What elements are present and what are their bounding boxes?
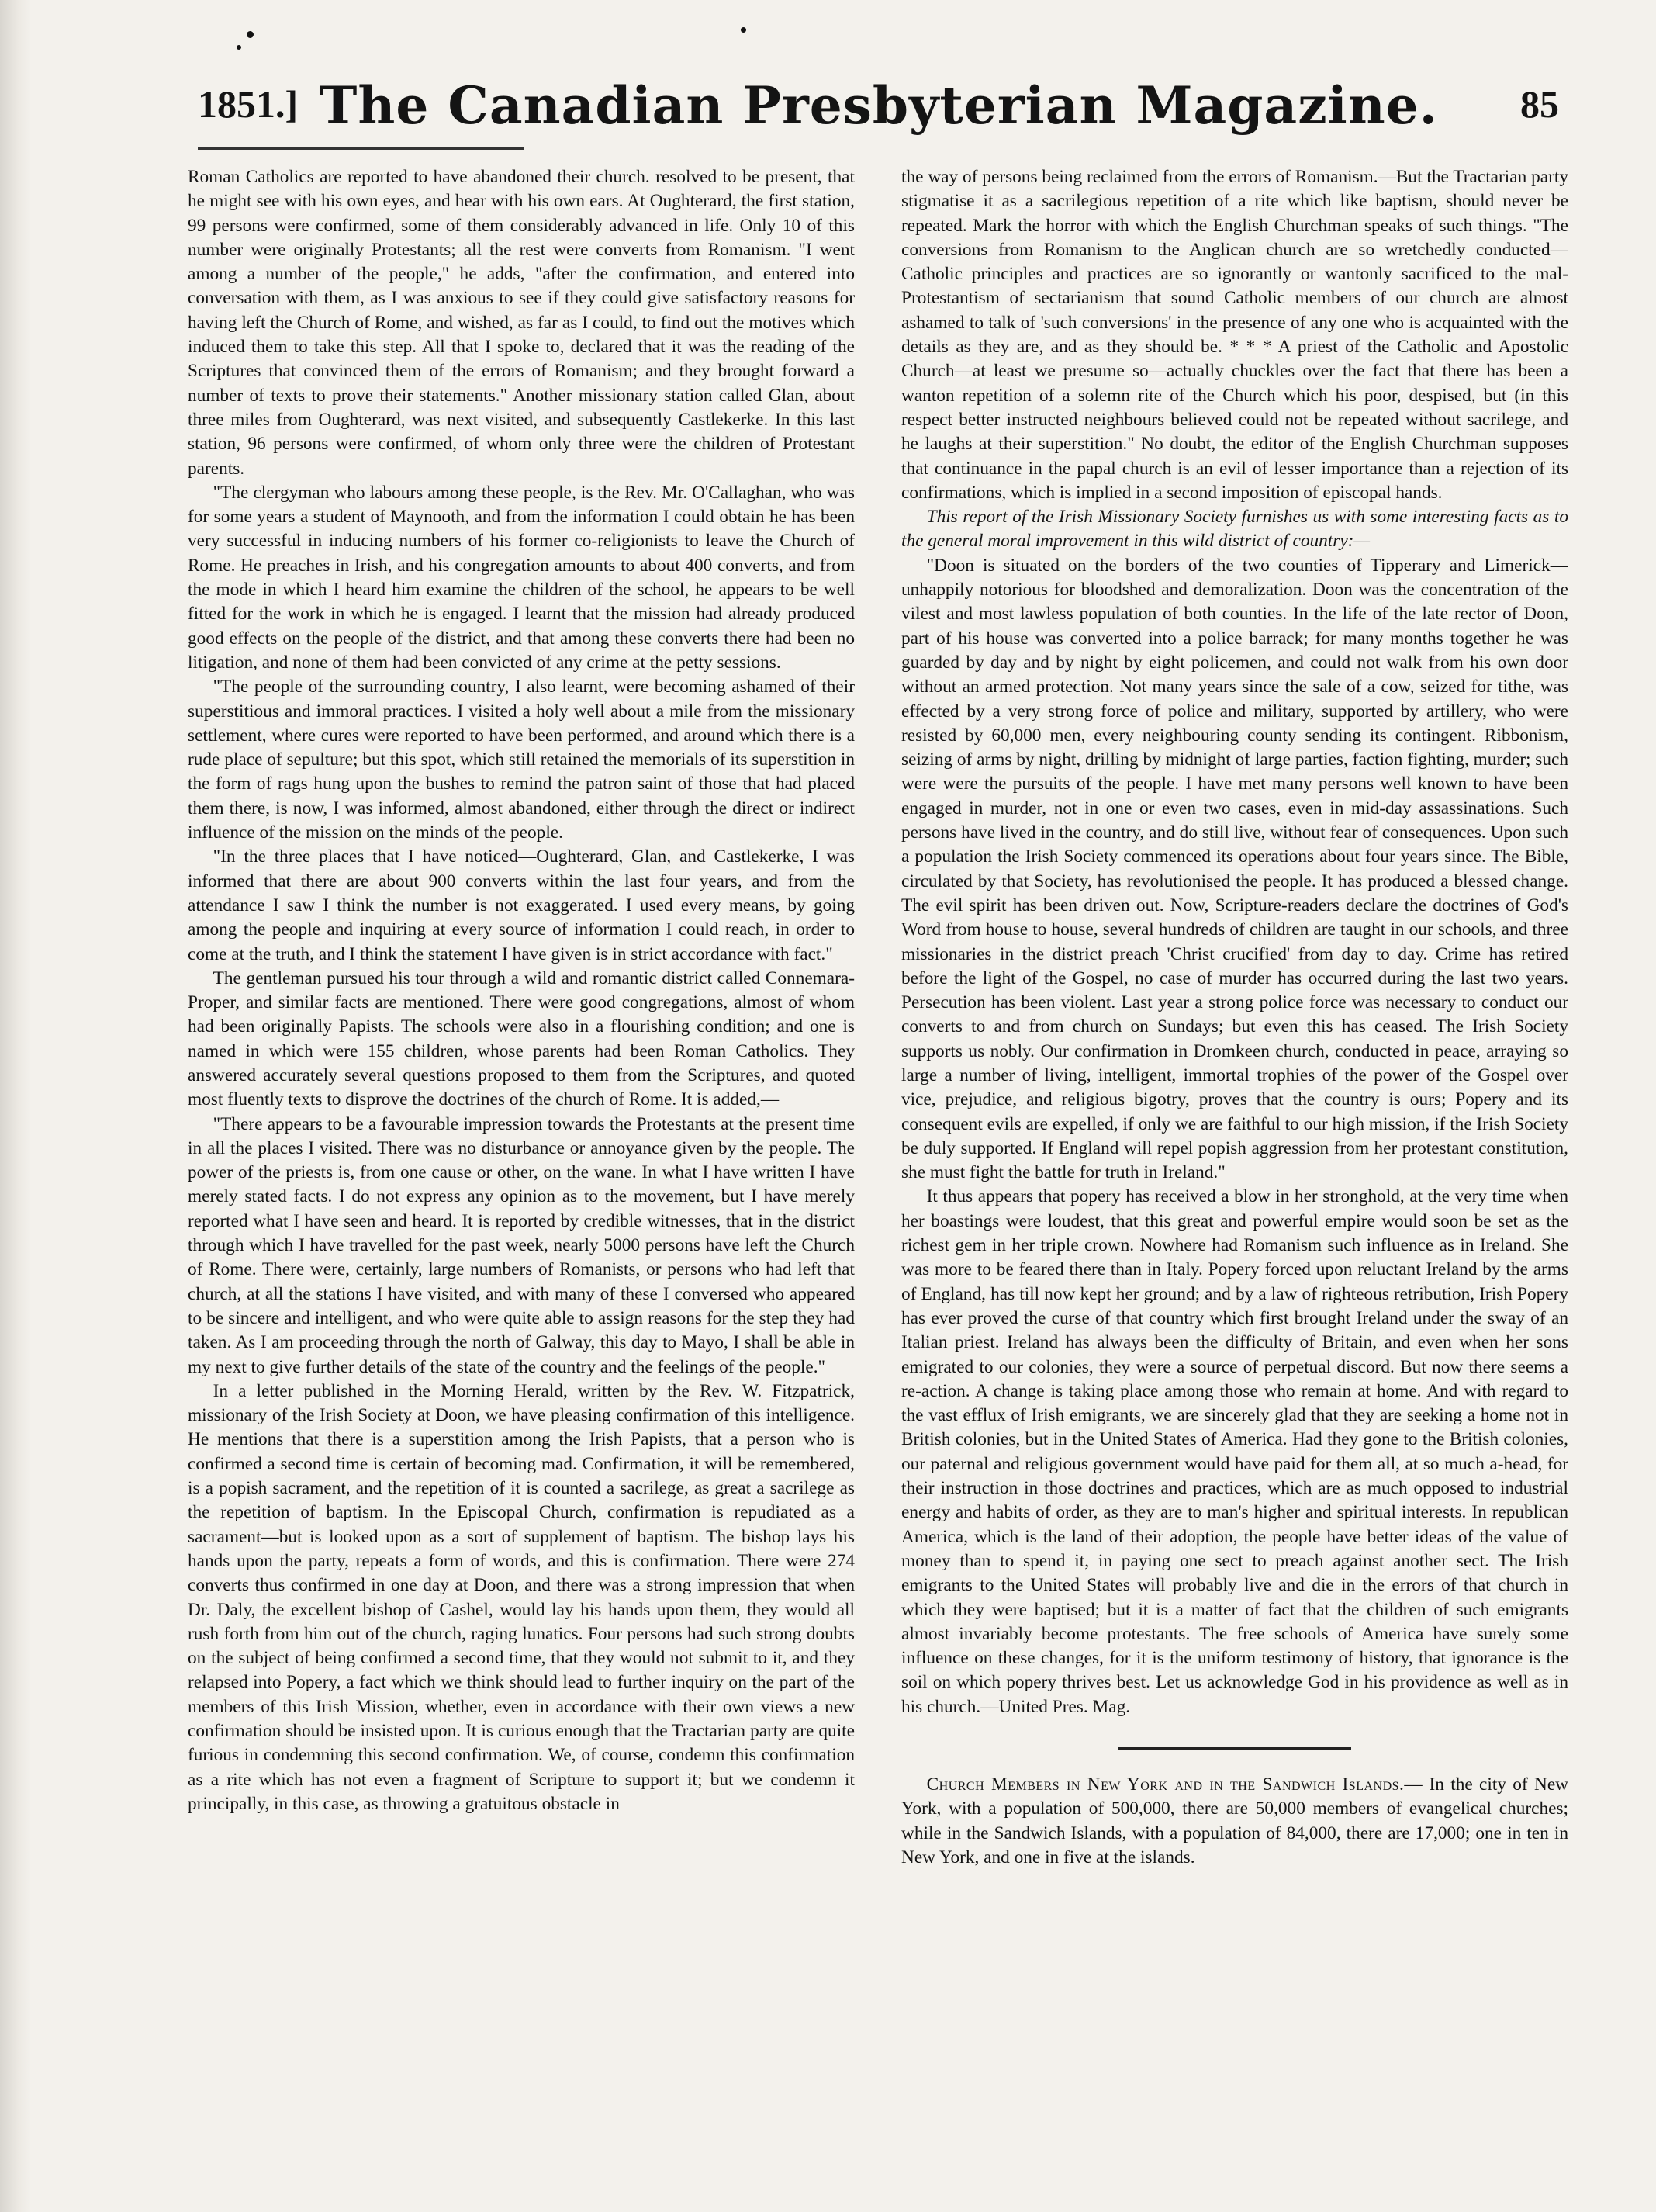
note-heading: Church Members in New York and in the Sandwich Islands.— — [926, 1774, 1423, 1795]
paragraph: "There appears to be a favourable impression towards the Protestants at the present time in all the places I visited. There was no disturbance or annoyance given by the people. The power of the priests is, from one cause or other, on the wane. In what I have written I have merely stated facts. I do not express any opinion as to the movement, but I have merely reported what I have seen and heard. It is reported by credible witnesses, that in the district through which I have travelled for the past week, nearly 5000 persons have left the Church of Rome. There were, certainly, large numbers of Romanists, or persons who had left that church, at all the stations I have visited, and with many of these I conversed who appeared to be sincere and intelligent, and who were quite able to assign reasons for the step they had taken. As I am proceeding through the north of Galway, this day to Mayo, I shall be able in my next to give further details of the state of the country and the feelings of the people." — [188, 1113, 855, 1377]
paragraph: the way of persons being reclaimed from the errors of Romanism.—But the Tractarian party stigmatise it as a sacrilegious repetition of a rite which like baptism, should never be repeated. Mark the horror with which the English Churchman speaks of such things. "The conversions from Romanism to the Anglican church are so wretchedly conducted—Catholic principles and practices are so ignorantly or wantonly sacrificed to the mal-Protestantism of sectarianism that sound Catholic members of our church are almost ashamed to talk of 'such conversions' in the presence of any one who is acquainted with the details as they are, and as they should be. * * * A priest of the Catholic and Apostolic Church—at least we presume so—actually chuckles over the fact that there has been a wanton repetition of a solemn rite of the Church which his poor, despised, but (in this respect better instructed neighbours believed could not be repeated without sacrilege, and he laughs at their superstition." No doubt, the editor of the English Churchman supposes that continuance in the papal church is an evil of lesser importance than a rejection of its confirmations, which is implied in a second imposition of episcopal hands. — [901, 167, 1568, 503]
paragraph: This report of the Irish Missionary Society furnishes us with some interesting facts as to the general moral improvement in this wild district of country:— — [901, 507, 1568, 552]
paragraph: "In the three places that I have noticed—Oughterard, Glan, and Castlekerke, I was informed that there are about 900 converts within the last four years, and from the attendance I saw I think the number is not exaggerated. I used every means, by going among the people and inquiring at every source of information I could reach, in order to come at the truth, and I think the statement I have given is in strict accordance with fact." — [188, 846, 855, 964]
header-rule — [198, 147, 524, 150]
paragraph: "The clergyman who labours among these people, is the Rev. Mr. O'Callaghan, who was for some years a student of Maynooth, and from the information I could obtain he has been very successful in inducing numbers of his former co-religionists to leave the Church of Rome. He preaches in Irish, and his congregation amounts to about 400 converts, and from the mode in which I heard him examine the children of the school, he appears to be well fitted for the work in which he is engaged. I learnt that the mission had already produced good effects on the people of the district, and that among these converts there had been no litigation, and none of them had been convicted of any crime at the petty sessions. — [188, 482, 855, 673]
ink-speck — [237, 45, 241, 50]
paragraph: "The people of the surrounding country, I also learnt, were becoming ashamed of their superstitious and immoral practices. I visited a holy well about a mile from the missionary settlement, where cures were reported to have been performed, and around which there is a rude place of sepulture; but this spot, which still retained the memorials of its superstition in the form of rags hung upon the bushes to remind the patron saint of those that had placed them there, is now, I was informed, almost abandoned, either through the direct or indirect influence of the mission on the minds of the people. — [188, 677, 855, 843]
page-header — [198, 75, 1559, 144]
paragraph: "Doon is situated on the borders of the two counties of Tipperary and Limerick—unhappily notorious for bloodshed and demoralization. Doon was the concentration of the vilest and most lawless population of both counties. In the life of the late rector of Doon, part of his house was converted into a police barrack; for many months together he was guarded by day and by night by eight policemen, and could not walk from his own door without an armed protection. Not many years since the sale of a cow, seized for tithe, was effected by a very strong force of police and military, supported by artillery, who were resisted by 60,000 men, every neighbouring county sending its contingent. Ribbonism, seizing of arms by night, drilling by midnight of large parties, faction fighting, murder; such were were the pursuits of the people. I have met many persons well known to have been engaged in murder, not in one or even two cases, even in mid-day assassinations. Such persons have lived in the country, and do still live, without fear of consequences. Upon such a population the Irish Society commenced its operations about four years since. The Bible, circulated by that Society, has revolutionised the people. It has produced a blessed change. The evil spirit has been driven out. Now, Scripture-readers declare the doctrines of God's Word from house to house, several hundreds of children are taught in our schools, and three missionaries in the district preach 'Christ crucified' from day to day. Crime has retired before the light of the Gospel, no case of murder has occurred during the last two years. Persecution has been violent. Last year a strong police force was necessary to conduct our converts to and from church on Sundays; but even this has ceased. The Irish Society supports us nobly. Our confirmation in Dromkeen church, conducted in peace, arraying so large a number of living, intelligent, immortal trophies of the power of the Gospel over vice, prejudice, and religious bigotry, proves that the country is ours; Popery and its consequent evils are expelled, if only we are faithful to our high mission, if the Irish Society be duly supported. If England will repel popish aggression from her protestant constitution, she must fight the battle for truth in Ireland." — [901, 555, 1568, 1183]
paragraph: Roman Catholics are reported to have abandoned their church. resolved to be present, that he might see with his own eyes, and hear with his own ears. At Oughterard, the first station, 99 persons were confirmed, some of them considerably advanced in life. Only 10 of this number were originally Protestants; all the rest were converts from Romanism. "I went among a number of the people," he adds, "after the confirmation, and entered into conversation with them, as I was anxious to see if they could give satisfactory reasons for having left the Church of Rome, and wished, as far as I could, to find out the motives which induced them to take this step. All that I spoke to, declared that it was the reading of the Scriptures that convinced them of the errors of Romanism; and they brought forward a number of texts to prove their statements." Another missionary station called Glan, about three miles from Oughterard, was next visited, and subsequently Castlekerke. In this last station, 96 persons were confirmed, of whom only three were the children of Protestant parents. — [188, 167, 855, 479]
masthead-title: The Canadian Presbyterian Magazine. — [319, 75, 1438, 136]
paragraph: The gentleman pursued his tour through a wild and romantic district called Connemara-Proper, and similar facts are mentioned. There were good congregations, almost of whom had been originally Papists. The schools were also in a flourishing condition; and one is named in which were 155 children, whose parents had been Roman Catholics. They answered accurately several questions proposed to them from the Scriptures, and quoted most fluently texts to disprove the doctrines of the church of Rome. It is added,— — [188, 968, 855, 1110]
ink-speck — [247, 31, 254, 38]
section-divider — [1118, 1747, 1351, 1750]
left-column — [188, 165, 855, 2175]
paragraph: It thus appears that popery has received a blow in her stronghold, at the very time when her boastings were loudest, that this great and powerful empire would soon be set as the richest gem in her triple crown. Nowhere had Romanism such influence as in Ireland. She was more to be feared there than in Italy. Popery forced upon reluctant Ireland by the arms of England, has till now kept her ground; and by a law of righteous retribution, Irish Popery has ever proved the curse of that country which first brought Ireland under the sway of an Italian priest. Ireland has always been the difficulty of Britain, and even when her sons emigrated to our colonies, they were a source of perpetual discord. But now there seems a re-action. A change is taking place among those who remain at home. And with regard to the vast efflux of Irish emigrants, we are sincerely glad that they are seeking a home not in British colonies, but in the United States of America. Had they gone to the British colonies, our paternal and religious government would have paid for them all, at so much a-head, for their instruction in those doctrines and practices, which are as much opposed to industrial energy and habits of order, as they are to man's higher and spiritual interests. In republican America, which is the land of their adoption, the people have better ideas of the value of money than to spend it, in paying one sect to preach against another sect. The Irish emigrants to the United States will probably live and die in the errors of that church in which they were baptised; but it is a matter of fact that the children of such emigrants almost invariably become protestants. The free schools of America have surely some influence on these changes, for it is the uniform testimony of history, that ignorance is the soil on which popery thrives best. Let us acknowledge God in his providence as well as in his church.—United Pres. Mag. — [901, 1186, 1568, 1717]
right-column — [901, 165, 1568, 2175]
paragraph: In a letter published in the Morning Herald, written by the Rev. W. Fitzpatrick, missionary of the Irish Society at Doon, we have pleasing confirmation of this intelligence. He mentions that there is a superstition among the Irish Papists, that a person who is confirmed a second time is certain of becoming mad. Confirmation, it will be remembered, is a popish sacrament, and the repetition of it is counted a sacrilege, as great a sacrilege as the repetition of baptism. In the Episcopal Church, confirmation is repudiated as a sacrament—but is looked upon as a sort of supplement of baptism. The bishop lays his hands upon the party, repeats a form of words, and this is confirmation. There were 274 converts thus confirmed in one day at Doon, and there was a strong impression that when Dr. Daly, the excellent bishop of Cashel, would lay his hands upon them, they would all rush forth from him out of the church, raging lunatics. Four persons had such strong doubts on the subject of being confirmed a second time, that they would not submit to it, and they relapsed into Popery, a fact which we think should lead to further inquiry on the part of the members of this Irish Mission, whether, even in accordance with their own views a new confirmation should be insisted upon. It is curious enough that the Tractarian party are quite furious in condemning this second confirmation. We, of course, condemn this confirmation as a rite which has not even a fragment of Scripture to support it; but we condemn it principally, in this case, as throwing a gratuitous obstacle in — [188, 1380, 855, 1814]
note-body: In the city of New York, with a population of 500,000, there are 50,000 members of evangelical churches; while in the Sandwich Islands, with a population of 84,000, there are 17,000; one in ten in New York, and one in five at the islands. — [901, 1774, 1568, 1868]
note-paragraph — [901, 1773, 1568, 1870]
page-number: 85 — [1520, 82, 1559, 126]
page-binding-edge — [0, 0, 31, 2212]
header-year: 1851.] — [198, 82, 299, 126]
ink-speck — [741, 27, 746, 33]
